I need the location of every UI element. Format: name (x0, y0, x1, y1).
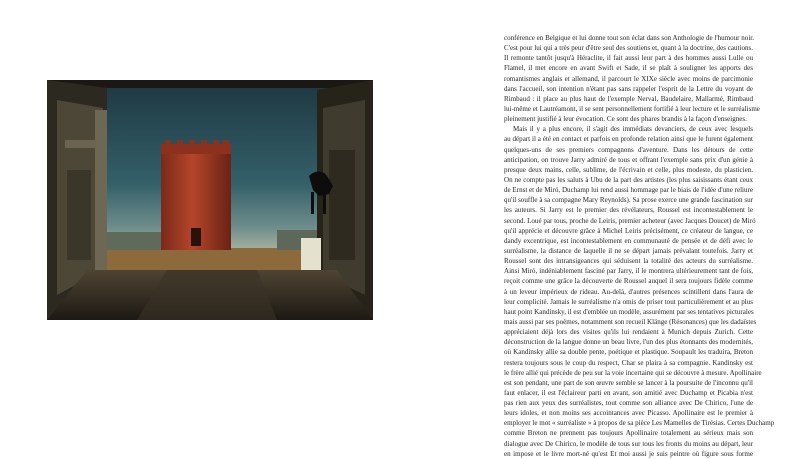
text-line: Roussel sont des intransigeances qui séduisent la totalité des acteurs du surréalisme. (504, 257, 753, 266)
text-line: appréciaient déjà lors des visites qu'ils lui rendaient à Munich depuis Zurich. Cette (504, 328, 753, 337)
text-line: second. Loué par tous, proche de Leiris, premier acheteur (avec Jacques Doucet) de Miró (504, 216, 756, 225)
text-line: le frère allié qui précède de peu sur la voie incertaine qui se découvre à mesure. Apollinaire (504, 368, 762, 377)
text-line: Rimbaud : il place au plus haut de l'exemple Nerval, Baudelaire, Mallarmé, Rimbaud (504, 94, 753, 103)
text-line: romantismes anglais et allemand, il parcourt le XIXe siècle avec moins de parcimonie (504, 74, 753, 83)
text-line: On ne compte pas les saluts à Ubu de la part des artistes (les plus saisissants étant ceux (504, 175, 753, 184)
text-line: haut point Kandinsky, il est d'emblée un modèle, assurément par ses tentatives picturales (504, 307, 754, 316)
text-line: Mais il y a plus encore, il s'agit des immédiats devanciers, de ceux avec lesquels (513, 125, 753, 134)
text-line: anticipation, on trouve Jarry admiré de tous et offrant l'exemple sans prix d'un génie à (504, 155, 753, 164)
text-line: déconstruction de la langue donne un beau livre, l'un des plus étonnants des modernités, (504, 338, 753, 347)
text-line: où Kandinsky allie sa double pente, poétique et plastique. Soupault les traduira, Breton (504, 348, 753, 357)
text-line: leurs idoles, et non moins ses accointances avec Picasso. Apollinaire est le premier à (504, 409, 753, 418)
paragraph (504, 124, 775, 459)
paragraph (504, 33, 760, 124)
text-line: Flamel, il met encore en avant Swift et Sade, il se plaît à souligner les apports des (504, 64, 753, 73)
text-line: reçoit comme une grâce la découverte de Roussel auquel il sera toujours fidèle comme (504, 277, 753, 286)
text-line: Ainsi Miró, indéniablement fasciné par Jarry, il le montrera ultérieurement tant de fois, (504, 267, 753, 276)
text-line: employer le mot « surréaliste » à propos de sa pièce Les Mamelles de Tirésias. Certes Duchamp (504, 419, 775, 428)
text-line: dandy excentrique, est incontestablement en communauté de pensée et de défi avec le (504, 236, 753, 245)
text-line: dialogue avec De Chirico, le modèle de tous sur tous les fronts du moins au départ, leur (504, 439, 753, 448)
text-line: faut enlacer, il est l'éclaireur parti en avant, son amitié avec Duchamp et Picabia n'est (504, 388, 753, 397)
text-line: comme Breton ne prennent pas toujours Apollinaire totalement au sérieux mais son (504, 429, 753, 438)
metaphysical-painting-image (47, 80, 373, 320)
text-line: en impose et le livre mort-né qu'est Et moi aussi je suis peintre où figure sous forme (504, 449, 753, 458)
text-line: quelques-uns de ses premiers compagnons d'aventure. Dans les détours de cette (504, 145, 753, 154)
text-line: Il remonte tantôt jusqu'à Héraclite, il fait aussi leur part à des hommes aussi Lulle ou (504, 54, 753, 63)
text-line: dans l'accueil, son intention n'étant pas sans rappeler l'esprit de la Lettre du voyant de (504, 84, 753, 93)
text-line: lui-même et Lautréamont, il se sent personnellement fortifié à leur lecture et le surréalisme (504, 104, 760, 113)
text-line: C'est pour lui qui a très peur d'être seul des soutiens et, quant à la doctrine, des cautions. (504, 44, 753, 53)
text-line: est son pendant, une part de son œuvre semble se lancer à la poursuite de l'inconnu qu'il (504, 378, 753, 387)
left-page (0, 0, 400, 431)
text-line: les auteurs. Si Jarry est le premier des révélateurs, Roussel est incontestablement le (504, 206, 753, 215)
text-line: de Ernst et de Miró, Duchamp lui rend aussi hommage par le biais de l'idée d'une reliure (504, 186, 753, 195)
text-line: qu'il souffle à sa compagne Mary Reynolds). Sa prose exerce une grande fascination sur (504, 196, 753, 205)
text-line: pas rien aux yeux des surréalistes, tout comme son alliance avec De Chirico, l'une de (504, 399, 753, 408)
text-line: restera toujours sous le coup du respect, Char se plaira à sa compagnie. Kandinsky est (504, 358, 753, 367)
text-line: surréalisme, la distance de laquelle il ne se départ jamais prévalant toutefois. Jarry et (504, 246, 753, 255)
text-line: au départ il a été en contact et parfois en profonde relation ainsi que le furent également (504, 135, 753, 144)
body-text-column (504, 33, 775, 458)
text-line: mais aussi par ses poèmes, notamment son recueil Klänge (Résonances) que les dadaïstes (504, 317, 757, 326)
text-line: à un leveur impérieux de rideau. Au-delà, d'autres présences scintillent dans l'aura de (504, 287, 753, 296)
text-line: leur complicité. Jamais le surréalisme n'a omis de priser tout particulièrement et au plus (504, 297, 753, 306)
text-line: conférence en Belgique et lui donne tout son éclat dans son Anthologie de l'humour noir. (504, 34, 755, 42)
text-line: pleinement justifié à leur évocation. Ce sont des phares brandis à la façon d'enseignes. (504, 115, 747, 124)
painting-plate (47, 80, 373, 320)
text-line: qu'il apprécie et découvre grâce à Michel Leiris précisément, ce créateur de langue, ce (504, 226, 753, 235)
text-line: presque deux mains, celle, sublime, de l'écrivain et celle, plus modeste, du plasticien. (504, 165, 753, 174)
